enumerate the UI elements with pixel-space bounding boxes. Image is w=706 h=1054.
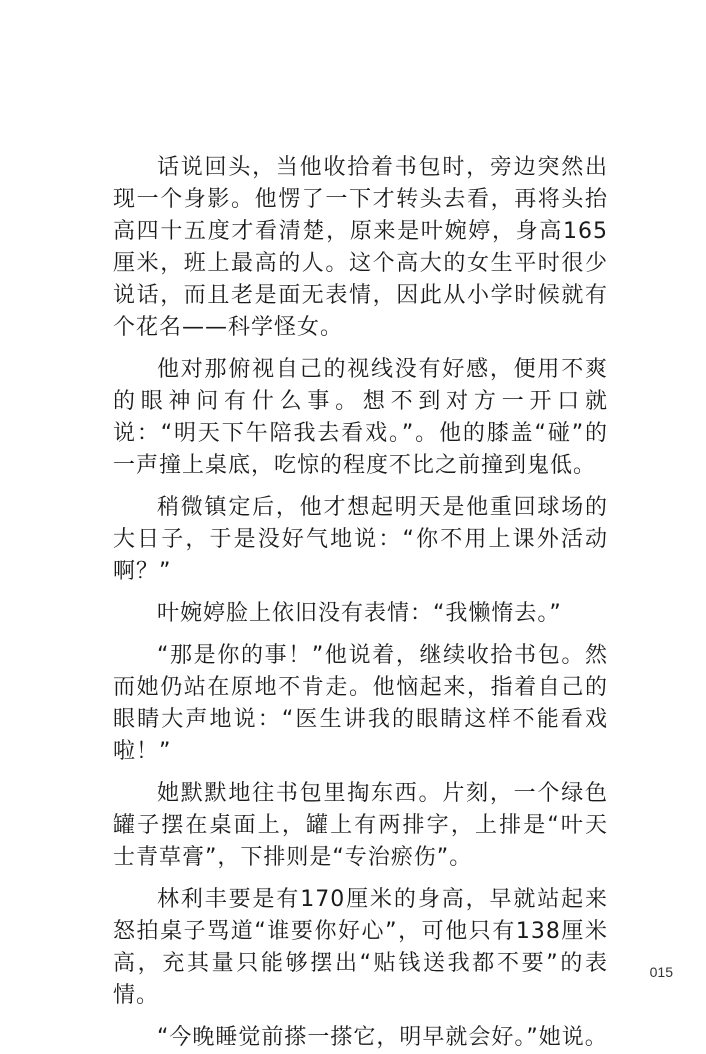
paragraph: 他对那俯视自己的视线没有好感，便用不爽的眼神问有什么事。想不到对方一开口就说：“明天下午陪我去看戏。”。他的膝盖“碰”的一声撞上桌底，吃惊的程度不比之前撞到鬼低。 bbox=[113, 357, 608, 478]
paragraph: 林利丰要是有170厘米的身高，早就站起来怒拍桌子骂道“谁要你好心”，可他只有138厘米高，充其量只能够摆出“贴钱送我都不要”的表情。 bbox=[113, 887, 608, 1008]
paragraph: 她默默地往书包里掏东西。片刻，一个绿色罐子摆在桌面上，罐上有两排字，上排是“叶天士青草膏”，下排则是“专治瘀伤”。 bbox=[113, 781, 608, 870]
paragraph: 话说回头，当他收拾着书包时，旁边突然出现一个身影。他愣了一下才转头去看，再将头抬高四十五度才看清楚，原来是叶婉婷，身高165厘米，班上最高的人。这个高大的女生平时很少说话，而且老是面无表情，因此从小学时候就有个花名——科学怪女。 bbox=[113, 155, 608, 340]
paragraph: 叶婉婷脸上依旧没有表情：“我懒惰去。” bbox=[157, 601, 562, 626]
paragraph: “今晚睡觉前搽一搽它，明早就会好。”她说。 bbox=[157, 1025, 608, 1050]
page-number: 015 bbox=[649, 964, 673, 980]
paragraph: 稍微镇定后，他才想起明天是他重回球场的大日子，于是没好气地说：“你不用上课外活动啊？” bbox=[113, 495, 608, 584]
page-body bbox=[113, 152, 608, 1054]
paragraph: “那是你的事！”他说着，继续收拾书包。然而她仍站在原地不肯走。他恼起来，指着自己的眼睛大声地说：“医生讲我的眼睛这样不能看戏啦！” bbox=[113, 643, 608, 764]
